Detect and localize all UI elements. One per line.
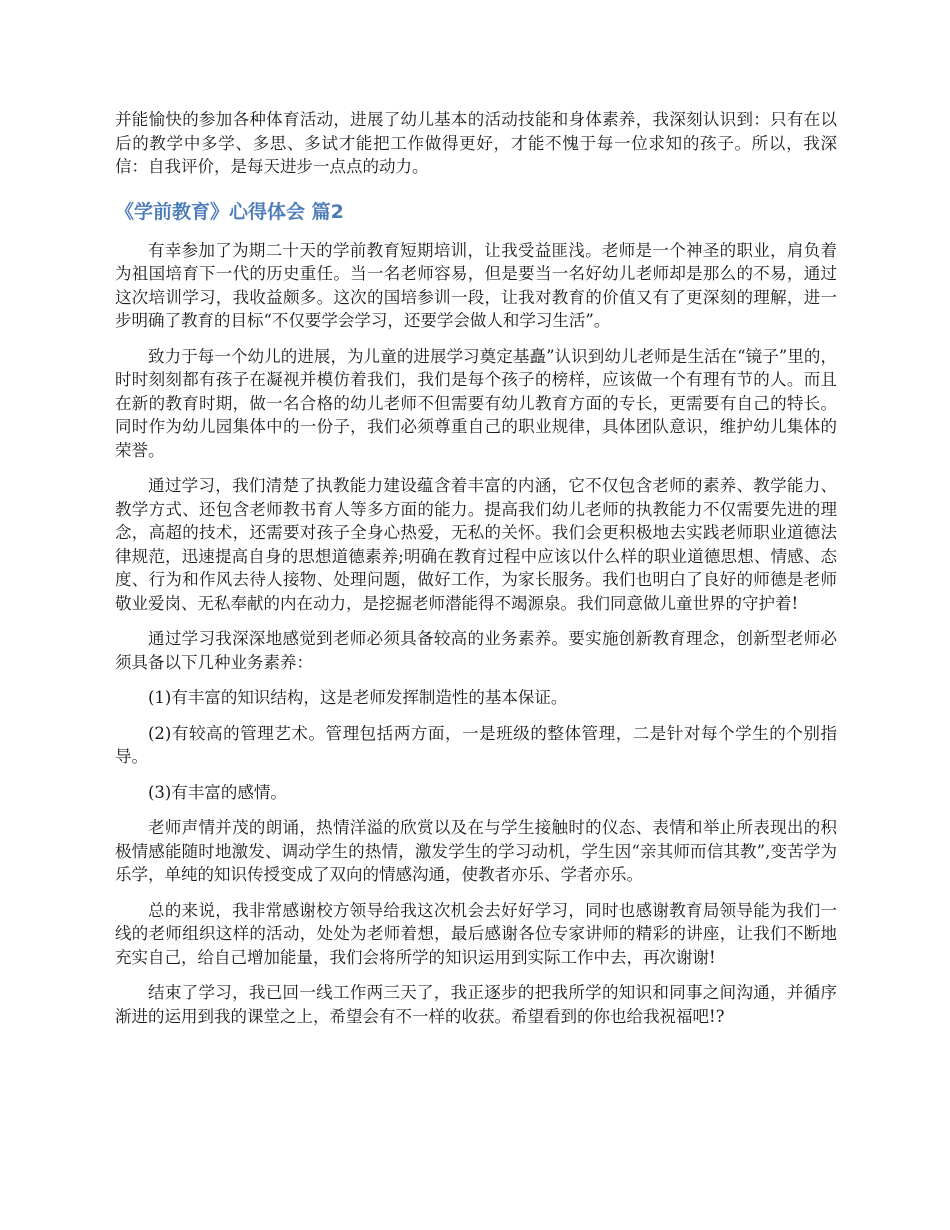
document-page xyxy=(115,108,837,1040)
list-item-paragraph: (3)有丰富的感情。 xyxy=(148,782,287,802)
list-item-paragraph: (1)有丰富的知识结构，这是老师发挥制造性的基本保证。 xyxy=(148,688,568,707)
body-paragraph: 致力于每一个幼儿的进展，为儿童的进展学习奠定基矗”认识到幼儿老师是生活在“镜子”里的，时时刻刻都有孩子在凝视并模仿着我们，我们是每个孩子的榜样，应该做一个有理有节的人。而且在新的教育时期，做一名合格的幼儿老师不但需要有幼儿教育方面的专长，更需要有自己的特长。同时作为幼儿园集体中的一份子，我们必须尊重自己的职业规律，具体团队意识，维护幼儿集体的荣誉。 xyxy=(115,346,837,460)
body-paragraph: 结束了学习，我已回一线工作两三天了，我正逐步的把我所学的知识和同事之间沟通，并循序渐进的运用到我的课堂之上，希望会有不一样的收获。希望看到的你也给我祝福吧!? xyxy=(115,983,837,1026)
body-paragraph: 通过学习我深深地感觉到老师必须具备较高的业务素养。要实施创新教育理念，创新型老师必须具备以下几种业务素养： xyxy=(115,629,837,672)
body-paragraph: 老师声情并茂的朗诵，热情洋溢的欣赏以及在与学生接触时的仪态、表情和举止所表现出的积极情感能随时地激发、调动学生的热情，激发学生的学习动机，学生因“亲其师而信其教”,变苦学为乐学，单纯的知识传授变成了双向的情感沟通，使教者亦乐、学者亦乐。 xyxy=(115,818,837,884)
section-title: 《学前教育》心得体会 篇2 xyxy=(115,200,344,223)
list-item-paragraph: (2)有较高的管理艺术。管理包括两方面，一是班级的整体管理，二是针对每个学生的个别指导。 xyxy=(115,723,837,766)
body-paragraph: 有幸参加了为期二十天的学前教育短期培训，让我受益匪浅。老师是一个神圣的职业，肩负着为祖国培育下一代的历史重任。当一名老师容易，但是要当一名好幼儿老师却是那么的不易，通过这次培训学习，我收益颇多。这次的国培参训一段，让我对教育的价值又有了更深刻的理解，进一步明确了教育的目标“不仅要学会学习，还要学会做人和学习生活”。 xyxy=(115,240,837,330)
body-paragraph: 通过学习，我们清楚了执教能力建设蕴含着丰富的内涵，它不仅包含老师的素养、教学能力、教学方式、还包含老师教书育人等多方面的能力。提高我们幼儿老师的执教能力不仅需要先进的理念，高超的技术，还需要对孩子全身心热爱，无私的关怀。我们会更积极地去实践老师职业道德法律规范，迅速提高自身的思想道德素养;明确在教育过程中应该以什么样的职业道德思想、情感、态度、行为和作风去待人接物、处理问题，做好工作，为家长服务。我们也明白了良好的师德是老师敬业爱岗、无私奉献的内在动力，是挖掘老师潜能得不竭源泉。我们同意做儿童世界的守护着! xyxy=(115,476,837,613)
body-paragraph: 总的来说，我非常感谢校方领导给我这次机会去好好学习，同时也感谢教育局领导能为我们一线的老师组织这样的活动，处处为老师着想，最后感谢各位专家讲师的精彩的讲座，让我们不断地充实自己，给自己增加能量，我们会将所学的知识运用到实际工作中去，再次谢谢! xyxy=(115,900,837,967)
intro-paragraph: 并能愉快的参加各种体育活动，进展了幼儿基本的活动技能和身体素养，我深刻认识到：只有在以后的教学中多学、多思、多试才能把工作做得更好，才能不愧于每一位求知的孩子。所以，我深信：自我评价，是每天进步一点点的动力。 xyxy=(115,110,837,176)
